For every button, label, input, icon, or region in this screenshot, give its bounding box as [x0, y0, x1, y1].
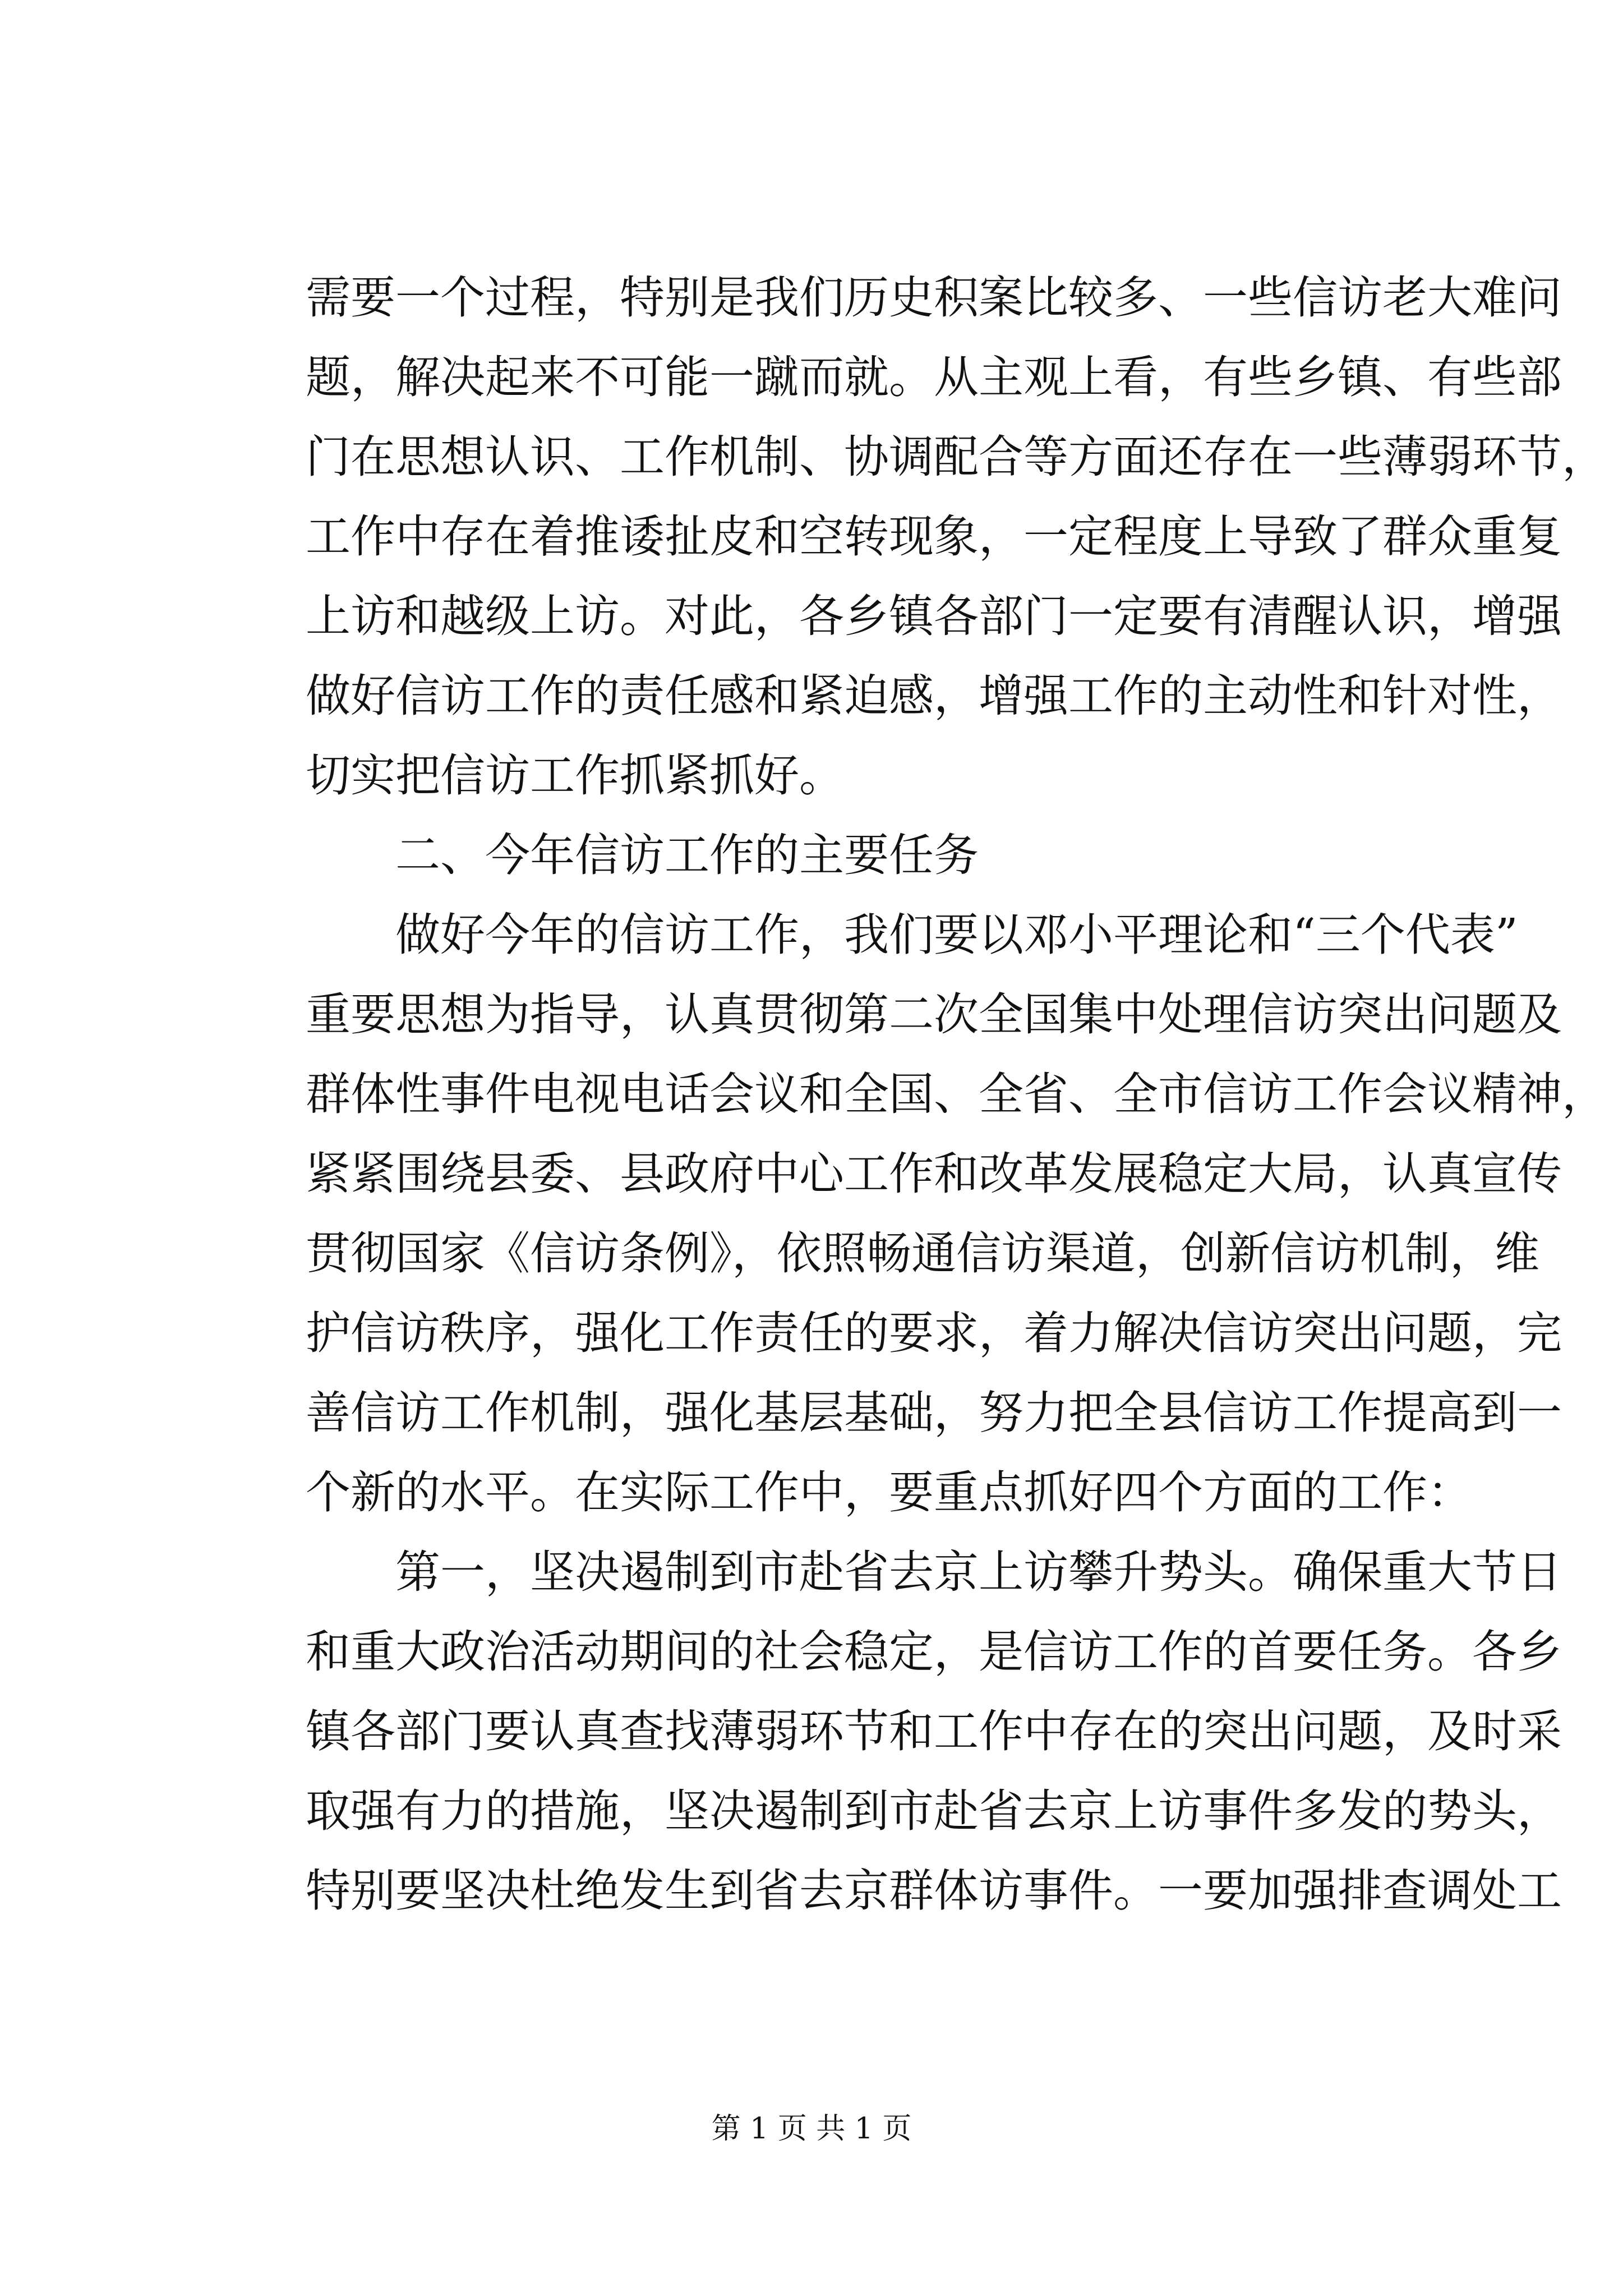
section-heading: 二、今年信访工作的主要任务 — [395, 829, 979, 881]
text-line: 紧紧围绕县委、县政府中心工作和改革发展稳定大局，认真宣传 — [306, 1148, 1562, 1200]
text-line: 善信访工作机制，强化基层基础，努力把全县信访工作提高到一 — [306, 1387, 1562, 1439]
text-line: 需要一个过程，特别是我们历史积案比较多、一些信访老大难问 — [306, 272, 1562, 324]
text-line: 切实把信访工作抓紧抓好。 — [306, 749, 844, 802]
text-line: 特别要坚决杜绝发生到省去京群体访事件。一要加强排查调处工 — [306, 1865, 1562, 1917]
text-line: 个新的水平。在实际工作中，要重点抓好四个方面的工作： — [306, 1466, 1472, 1519]
text-line: 做好今年的信访工作，我们要以邓小平理论和“三个代表” — [395, 909, 1518, 961]
text-line: 做好信访工作的责任感和紧迫感，增强工作的主动性和针对性， — [306, 670, 1562, 722]
text-line: 群体性事件电视电话会议和全国、全省、全市信访工作会议精神， — [306, 1068, 1607, 1120]
text-line: 重要思想为指导，认真贯彻第二次全国集中处理信访突出问题及 — [306, 988, 1562, 1041]
text-line: 护信访秩序，强化工作责任的要求，着力解决信访突出问题，完 — [306, 1307, 1562, 1359]
page-footer: 第 1 页 共 1 页 — [711, 2112, 912, 2146]
text-line: 和重大政治活动期间的社会稳定，是信访工作的首要任务。各乡 — [306, 1626, 1562, 1678]
text-line: 工作中存在着推诿扯皮和空转现象，一定程度上导致了群众重复 — [306, 510, 1562, 563]
text-line: 门在思想认识、工作机制、协调配合等方面还存在一些薄弱环节， — [306, 431, 1607, 483]
text-line: 题，解决起来不可能一蹴而就。从主观上看，有些乡镇、有些部 — [306, 351, 1562, 403]
document-body — [306, 258, 1607, 1931]
text-line: 第一，坚决遏制到市赴省去京上访攀升势头。确保重大节日 — [395, 1546, 1562, 1598]
text-line: 上访和越级上访。对此，各乡镇各部门一定要有清醒认识，增强 — [306, 590, 1562, 642]
text-line: 取强有力的措施，坚决遏制到市赴省去京上访事件多发的势头， — [306, 1785, 1562, 1837]
text-line: 镇各部门要认真查找薄弱环节和工作中存在的突出问题，及时采 — [306, 1705, 1562, 1757]
text-line: 贯彻国家《信访条例》，依照畅通信访渠道，创新信访机制，维 — [306, 1227, 1539, 1280]
